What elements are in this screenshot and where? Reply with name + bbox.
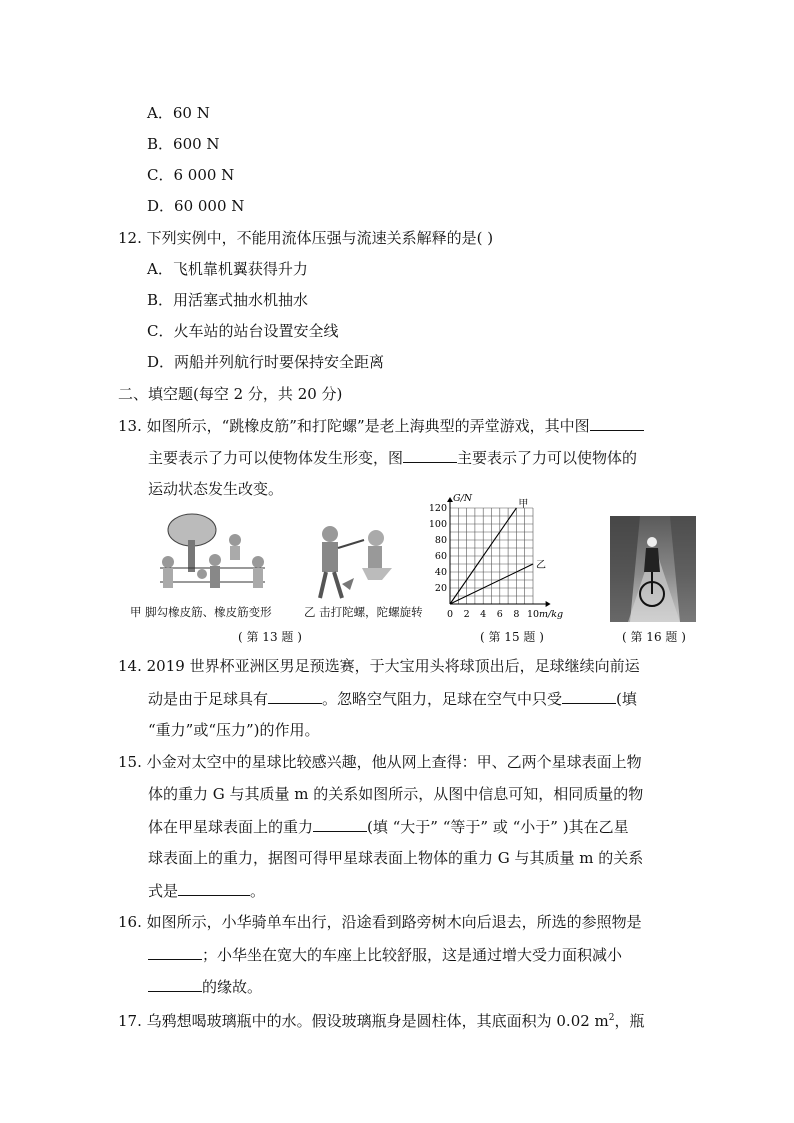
series-label: 甲 (518, 499, 529, 510)
fig16-label: ( 第 16 题 ) (622, 630, 686, 644)
x-tick-label: 4 (480, 609, 487, 620)
q16-line3 (148, 976, 262, 997)
fig16-cyclist-photo (610, 516, 696, 622)
y-tick-label: 120 (428, 503, 447, 514)
q13-text: 主要表示了力可以使物体发生形变，图 (148, 449, 404, 467)
q13-line1 (118, 415, 644, 436)
answer-blank[interactable] (590, 415, 644, 431)
q12-option-b: B．用活塞式抽水机抽水 (147, 291, 309, 309)
x-axis-arrow (546, 601, 551, 607)
q13-text: 主要表示了力可以使物体的 (457, 449, 638, 467)
q14-text: 。忽略空气阻力，足球在空气中只受 (322, 690, 563, 708)
q17-text: 17. 乌鸦想喝玻璃瓶中的水。假设玻璃瓶身是圆柱体，其底面积为 0.02 m (118, 1012, 609, 1030)
q16-text: 的缘故。 (202, 978, 263, 996)
answer-blank[interactable] (403, 447, 457, 463)
q12-stem: 12. 下列实例中，不能用流体压强与流速关系解释的是( ) (118, 229, 494, 247)
q14-line1: 14. 2019 世界杯亚洲区男足预选赛，于大宝用头将球顶出后，足球继续向前运 (118, 657, 640, 675)
q11-option-b: B．600 N (147, 135, 220, 153)
answer-blank[interactable] (148, 944, 202, 960)
y-tick-label: 20 (434, 583, 447, 594)
y-tick-label: 60 (434, 551, 447, 562)
q14-text: (填 (616, 690, 637, 708)
q13-line2 (148, 447, 637, 468)
q13-text: 13. 如图所示，“跳橡皮筋”和打陀螺”是老上海典型的弄堂游戏，其中图 (118, 417, 590, 435)
q17-line1 (118, 1008, 645, 1031)
fig13-jia-caption: 甲 脚勾橡皮筋、橡皮筋变形 (130, 605, 272, 619)
answer-blank[interactable] (562, 688, 616, 704)
fig13-jia-illustration (130, 510, 300, 602)
q15-line2: 体的重力 G 与其质量 m 的关系如图所示，从图中信息可知，相同质量的物 (148, 785, 644, 803)
x-tick-label: 6 (496, 609, 503, 620)
y-tick-label: 100 (428, 519, 447, 530)
q14-line2 (148, 688, 637, 709)
y-tick-label: 80 (434, 535, 447, 546)
y-axis-label: G/N (453, 493, 473, 504)
series-label: 乙 (536, 560, 546, 571)
q13-line3: 运动状态发生改变。 (148, 480, 284, 498)
q17-text: ，瓶 (614, 1012, 645, 1030)
x-tick-label: 2 (463, 609, 470, 620)
q15-text: (填 “大于” “等于” 或 “小于” )其在乙星 (367, 818, 629, 836)
answer-blank[interactable] (313, 816, 367, 832)
q12-option-c: C．火车站的站台设置安全线 (147, 322, 339, 340)
q15-line3 (148, 816, 629, 837)
q15-text: 。 (250, 882, 266, 900)
fig15-label: ( 第 15 题 ) (480, 630, 544, 644)
q16-text: ；小华坐在宽大的车座上比较舒服，这是通过增大受力面积减小 (202, 946, 623, 964)
fig15-chart (426, 493, 588, 620)
fig13-yi-caption: 乙 击打陀螺，陀螺旋转 (304, 605, 423, 619)
fig13-label: ( 第 13 题 ) (238, 630, 302, 644)
x-tick-label: 10 (526, 609, 540, 620)
q16-line2 (148, 944, 622, 965)
q15-text: 式是 (148, 882, 179, 900)
q15-line4: 球表面上的重力，据图可得甲星球表面上物体的重力 G 与其质量 m 的关系 (148, 849, 644, 867)
fig13-yi-illustration (302, 520, 412, 602)
y-tick-label: 40 (434, 567, 447, 578)
q15-line5 (148, 880, 265, 901)
x-tick-label: 0 (446, 609, 454, 620)
q14-text: 动是由于足球具有 (148, 690, 269, 708)
q11-option-d: D．60 000 N (147, 197, 245, 215)
q11-option-c: C．6 000 N (147, 166, 235, 184)
x-tick-label: 8 (513, 609, 520, 620)
q16-line1: 16. 如图所示，小华骑单车出行，沿途看到路旁树木向后退去，所选的参照物是 (118, 913, 642, 931)
section-heading: 二、填空题(每空 2 分，共 20 分) (118, 385, 343, 403)
q12-option-a: A．飞机靠机翼获得升力 (147, 260, 308, 278)
q12-option-d: D．两船并列航行时要保持安全距离 (147, 353, 385, 371)
answer-blank[interactable] (268, 688, 322, 704)
q14-line3: “重力”或“压力”)的作用。 (148, 721, 320, 739)
q15-text: 体在甲星球表面上的重力 (148, 818, 314, 836)
answer-blank[interactable] (148, 976, 202, 992)
q15-line1: 15. 小金对太空中的星球比较感兴趣，他从网上查得：甲、乙两个星球表面上物 (118, 753, 642, 771)
x-axis-label: m/kg (539, 609, 564, 620)
figures-row (118, 493, 698, 650)
q11-option-a: A．60 N (147, 104, 210, 122)
superscript: 2 (608, 1013, 615, 1023)
answer-blank[interactable] (178, 880, 250, 896)
